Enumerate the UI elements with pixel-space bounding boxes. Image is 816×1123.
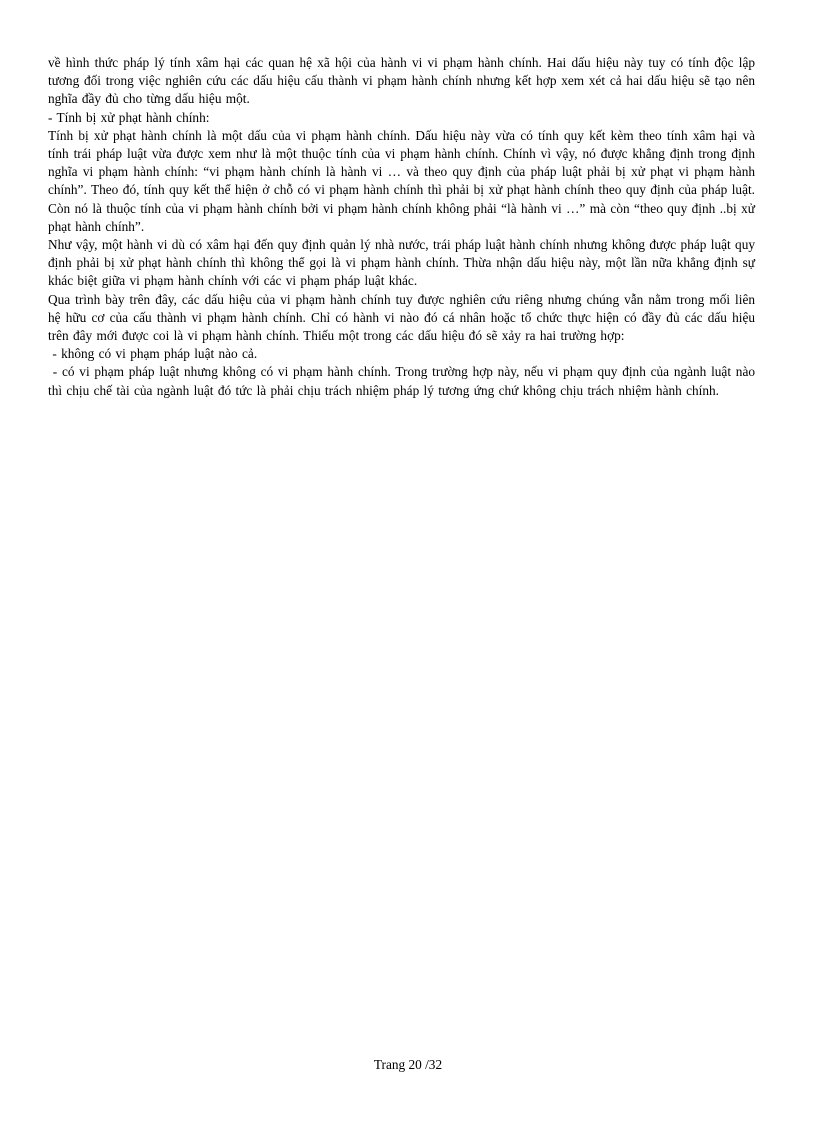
heading-tinh-bi-xu-phat: - Tính bị xử phạt hành chính: [48, 109, 210, 125]
paragraph-definition: Tính bị xử phạt hành chính là một dấu của vi phạm hành chính. Dấu hiệu này vừa có tính quy kết kèm theo tính xâm hại và tính trái pháp luật vừa được xem như là một thuộc tính của vi phạm hành chính. Chính vì vậy, nó được khẳng định trong định nghĩa vi phạm hành chính: “vi phạm hành chính là hành vi … và theo quy định của pháp luật phải bị xử phạt vi phạm hành chính”. Theo đó, tính quy kết thể hiện ở chỗ có vi phạm hành chính thì phải bị xử phạt hành chính theo quy định của pháp luật. Còn nó là thuộc tính của vi phạm hành chính bởi vi phạm hành chính không phải “là hành vi …” mà còn “theo quy định ..bị xử phạt hành chính”. [48, 127, 755, 234]
paragraph-intro: về hình thức pháp lý tính xâm hại các quan hệ xã hội của hành vi vi phạm hành chính. Hai dấu hiệu này tuy có tính độc lập tương đối trong việc nghiên cứu các dấu hiệu cấu thành vi phạm hành chính nhưng kết hợp xem xét cả hai dấu hiệu sẽ tạo nên nghĩa đầy đủ cho từng dấu hiệu một. [48, 55, 755, 107]
list-item-case-1: - không có vi phạm pháp luật nào cả. [48, 346, 258, 362]
paragraph-summary: Qua trình bày trên đây, các dấu hiệu của vi phạm hành chính tuy được nghiên cứu riêng nhưng chúng vẫn nằm trong mối liên hệ hữu cơ của cấu thành vi phạm hành chính. Chỉ có hành vi nào đó cá nhân hoặc tổ chức thực hiện có đầy đủ các dấu hiệu trên đây mới được coi là vi phạm hành chính. Thiếu một trong các dấu hiệu đó sẽ xảy ra hai trường hợp: [48, 291, 755, 344]
document-body [48, 54, 760, 400]
paragraph-nhu-vay: Như vậy, một hành vi dù có xâm hại đến quy định quản lý nhà nước, trái pháp luật hành chính nhưng không được pháp luật quy định phải bị xử phạt hành chính thì không thể gọi là vi phạm hành chính. Thừa nhận dấu hiệu này, một lần nữa khẳng định sự khác biệt giữa vi phạm hành chính với các vi phạm pháp luật khác. [48, 237, 755, 289]
list-item-case-2: - có vi phạm pháp luật nhưng không có vi phạm hành chính. Trong trường hợp này, nếu vi phạm quy định của ngành luật nào thì chịu chế tài của ngành luật đó tức là phải chịu trách nhiệm pháp lý tương ứng chứ không chịu trách nhiệm hành chính. [48, 364, 760, 398]
page-number: Trang 20 /32 [373, 1057, 443, 1072]
